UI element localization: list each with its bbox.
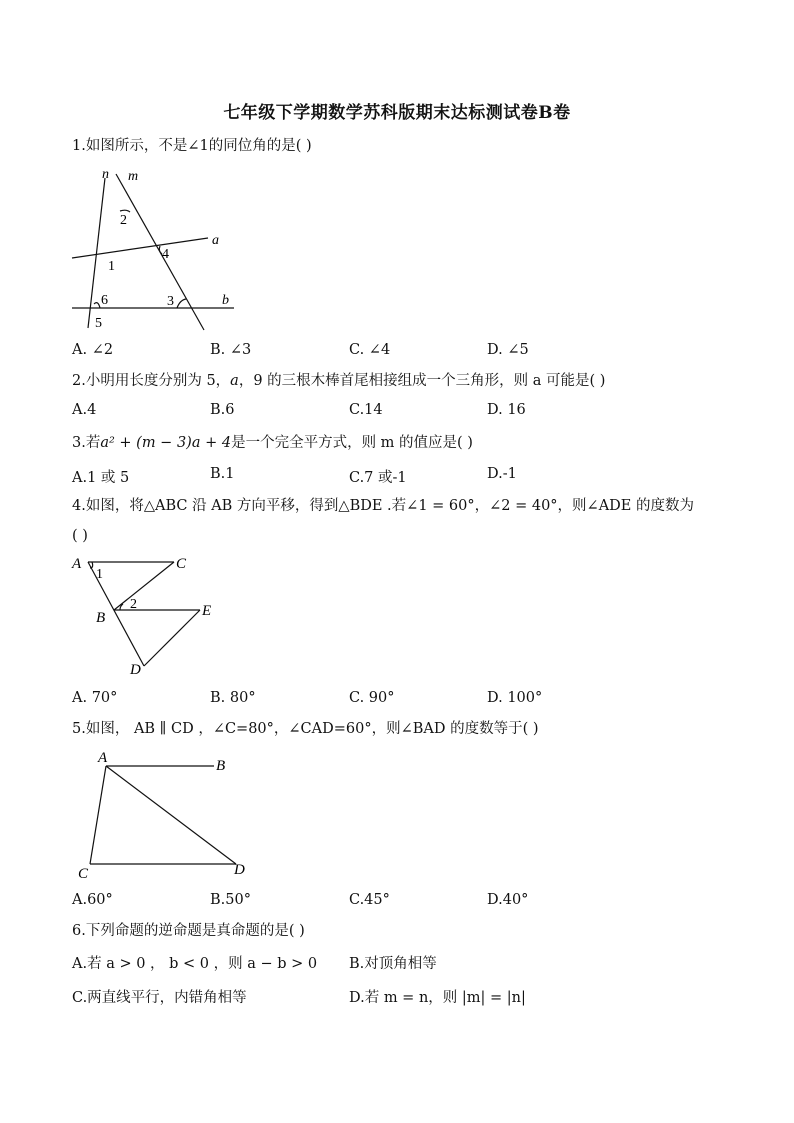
- q5-option-d[interactable]: D.40°: [487, 892, 529, 908]
- label-B: B: [216, 758, 226, 774]
- q3-expression: a² + (m − 3)a + 4: [100, 435, 232, 451]
- q4-option-c[interactable]: C. 90°: [349, 690, 395, 706]
- label-E: E: [202, 603, 212, 619]
- angle-6-arc: [94, 303, 100, 308]
- q4-option-a[interactable]: A. 70°: [72, 690, 118, 706]
- label-D: D: [130, 662, 141, 678]
- q6-option-d[interactable]: D.若 m = n，则 |m| = |n|: [349, 990, 526, 1006]
- q2-option-c[interactable]: C.14: [349, 402, 383, 418]
- label-m: m: [128, 169, 139, 184]
- q1-option-b[interactable]: B. ∠3: [210, 342, 252, 358]
- angle-2-arc: [120, 210, 130, 212]
- label-C: C: [78, 866, 89, 882]
- angle-label-4: 4: [162, 247, 169, 262]
- line-a: [72, 238, 208, 258]
- question-3-stem: [72, 433, 473, 453]
- angle-label-6: 6: [101, 293, 108, 308]
- q4-option-b[interactable]: B. 80°: [210, 690, 256, 706]
- q1-option-a[interactable]: A. ∠2: [72, 342, 114, 358]
- segment-bc: [114, 562, 174, 610]
- q1-option-d[interactable]: D. ∠5: [487, 342, 529, 358]
- angle-3-arc: [177, 299, 186, 308]
- label-D: D: [234, 862, 245, 878]
- label-n: n: [102, 167, 109, 182]
- q3-option-d[interactable]: D.-1: [487, 466, 517, 482]
- q3-option-c[interactable]: C.7 或-1: [349, 470, 407, 486]
- q2-option-a[interactable]: A.4: [72, 402, 97, 418]
- q5-option-a[interactable]: A.60°: [72, 892, 113, 908]
- question-4-stem-line2: ( ): [72, 528, 88, 544]
- question-4-figure: [68, 552, 228, 678]
- q3-option-a[interactable]: A.1 或 5: [72, 470, 130, 486]
- question-2-stem: [72, 371, 605, 391]
- q3-stem-post: 是一个完全平方式，则 m 的值应是( ): [231, 435, 473, 451]
- q6-option-a[interactable]: A.若 a > 0 ， b < 0 ，则 a − b > 0: [72, 956, 318, 972]
- q2-stem-pre: 2.小明用长度分别为 5，: [72, 373, 231, 389]
- question-4-stem-line1: 4.如图，将△ABC 沿 AB 方向平移，得到△BDE .若∠1 = 60°，∠2 = 40°，则∠ADE 的度数为: [72, 498, 694, 514]
- q2-option-d[interactable]: D. 16: [487, 402, 526, 418]
- question-6-stem: 6.下列命题的逆命题是真命题的是( ): [72, 923, 305, 939]
- q3-stem-pre: 3.若: [72, 435, 101, 451]
- label-b: b: [222, 293, 229, 308]
- angle-label-5: 5: [95, 316, 102, 331]
- segment-ad: [106, 766, 236, 864]
- label-C: C: [176, 556, 187, 572]
- label-A: A: [98, 750, 108, 766]
- page-title: 七年级下学期数学苏科版期末达标测试卷B卷: [223, 103, 571, 123]
- question-5-figure: [74, 748, 264, 882]
- q3-option-b[interactable]: B.1: [210, 466, 235, 482]
- q6-option-c[interactable]: C.两直线平行，内错角相等: [72, 990, 247, 1006]
- label-a: a: [212, 233, 219, 248]
- angle-label-2: 2: [130, 597, 137, 612]
- angle-label-2: 2: [120, 213, 127, 228]
- angle-label-1: 1: [96, 567, 103, 582]
- question-5-stem: 5.如图， AB ∥ CD ，∠C=80°，∠CAD=60°，则∠BAD 的度数等于( ): [72, 721, 539, 737]
- angle-label-1: 1: [108, 259, 115, 274]
- angle-label-3: 3: [167, 294, 174, 309]
- segment-ac: [90, 766, 106, 864]
- q2-option-b[interactable]: B.6: [210, 402, 235, 418]
- question-1-stem: 1.如图所示，不是∠1的同位角的是( ): [72, 138, 312, 154]
- q4-option-d[interactable]: D. 100°: [487, 690, 543, 706]
- q2-stem-post: ，9 的三根木棒首尾相接组成一个三角形，则 a 可能是( ): [238, 373, 606, 389]
- q6-option-b[interactable]: B.对顶角相等: [349, 956, 437, 972]
- q1-option-c[interactable]: C. ∠4: [349, 342, 391, 358]
- label-A: A: [72, 556, 82, 572]
- segment-ed: [144, 610, 200, 666]
- q2-stem-var: a: [230, 373, 239, 389]
- q5-option-c[interactable]: C.45°: [349, 892, 390, 908]
- question-1-figure: [68, 166, 248, 334]
- q5-option-b[interactable]: B.50°: [210, 892, 251, 908]
- label-B: B: [96, 610, 106, 626]
